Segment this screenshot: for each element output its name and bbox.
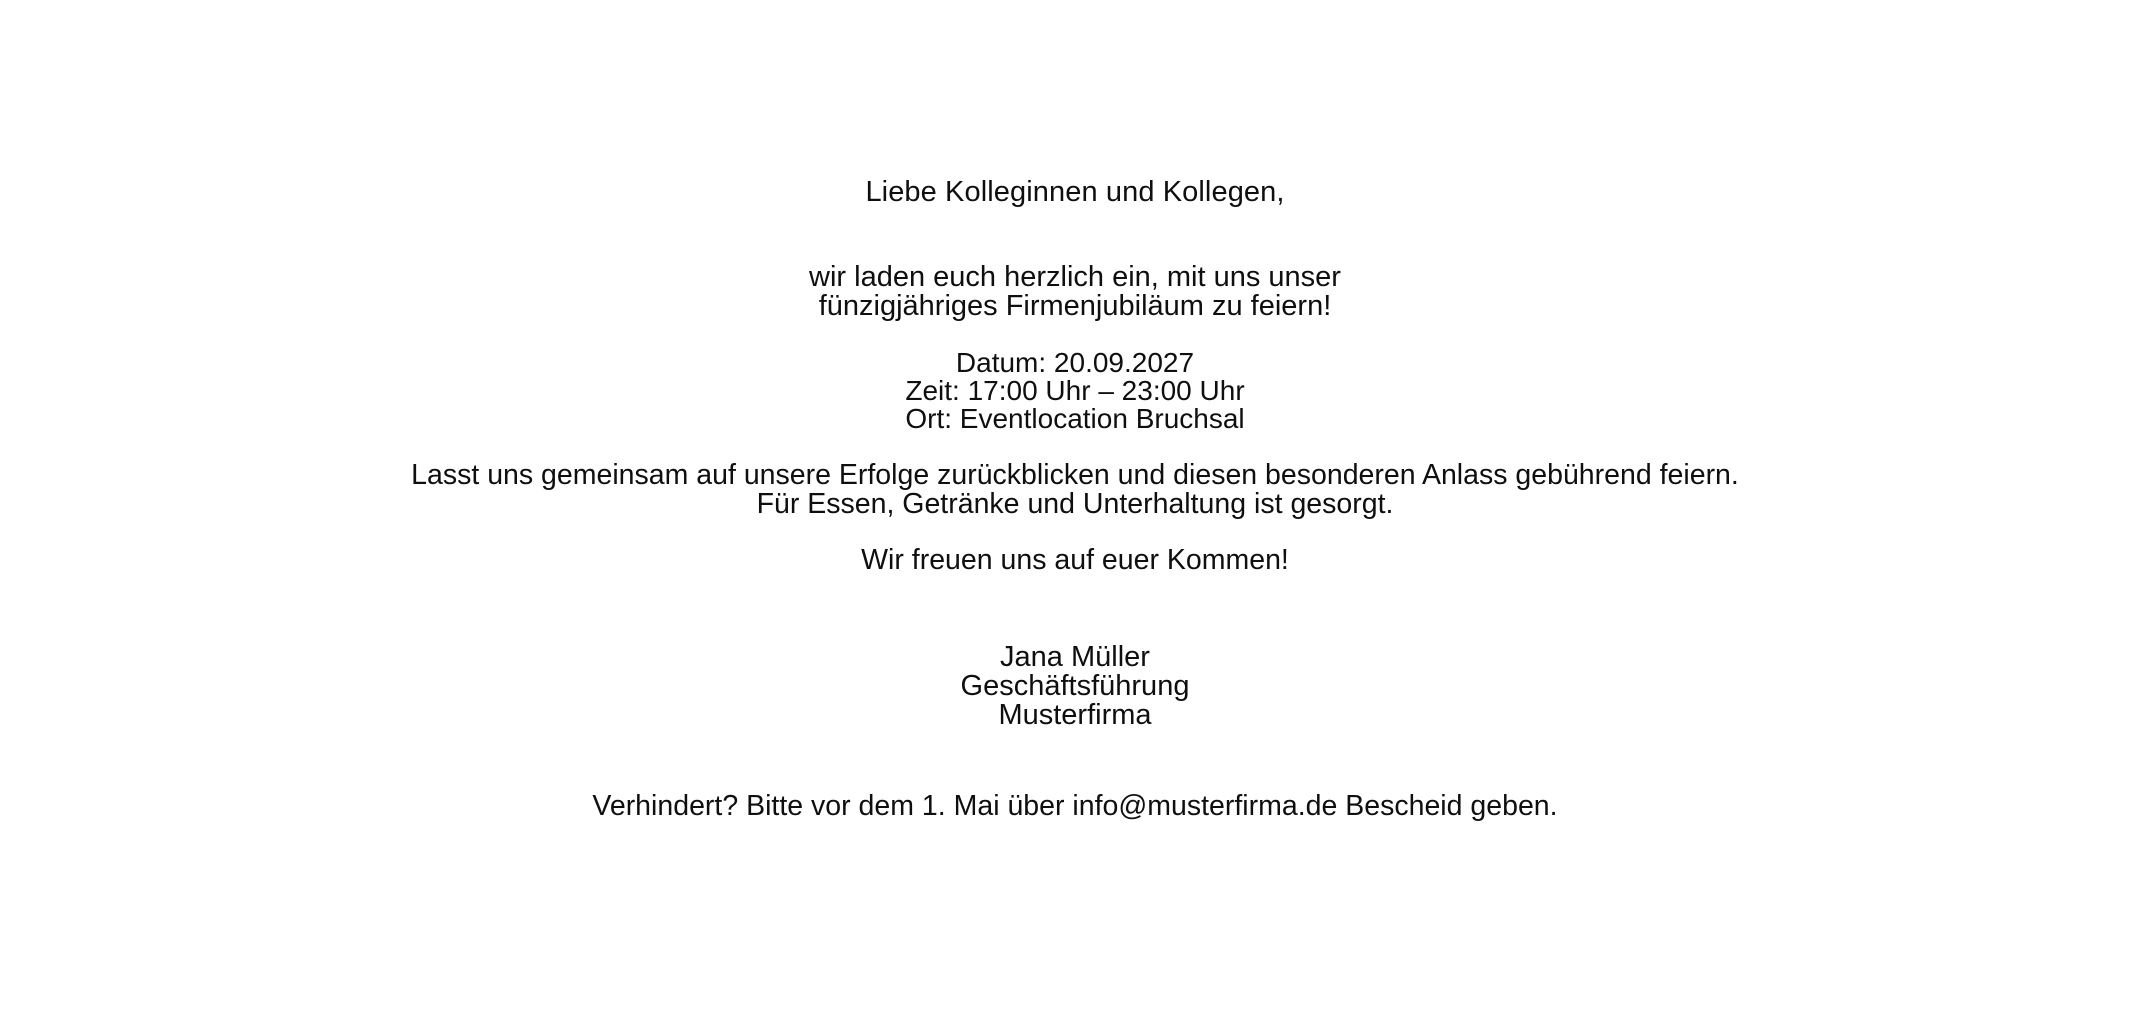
event-details-block [0, 321, 2150, 433]
closing-line: Wir freuen uns auf euer Kommen! [861, 544, 1289, 576]
event-date: Datum: 20.09.2027 [955, 347, 1195, 378]
invitation-block [0, 207, 2150, 321]
paragraph-line-1: Lasst uns gemeinsam auf unsere Erfolge zurückblicken und diesen besonderen Anlass gebührend feiern. [411, 459, 1739, 491]
signature-name: Jana Müller [1000, 640, 1150, 673]
signature-block [0, 575, 2150, 730]
greeting-line: Liebe Kolleginnen und Kollegen, [865, 176, 1285, 208]
rsvp-note: Verhindert? Bitte vor dem 1. Mai über info@musterfirma.de Bescheid geben. [592, 789, 1558, 822]
invitation-line-2: fünzigjähriges Firmenjubiläum zu feiern! [818, 290, 1332, 322]
event-location: Ort: Eventlocation Bruchsal [905, 403, 1245, 434]
body-paragraph [0, 433, 2150, 518]
paragraph-line-2: Für Essen, Getränke und Unterhaltung ist gesorgt. [756, 487, 1394, 520]
signature-company: Musterfirma [998, 698, 1152, 731]
invitation-line-1: wir laden euch herzlich ein, mit uns unser [809, 261, 1341, 293]
event-time: Zeit: 17:00 Uhr – 23:00 Uhr [905, 375, 1245, 406]
signature-role: Geschäftsführung [960, 669, 1190, 702]
